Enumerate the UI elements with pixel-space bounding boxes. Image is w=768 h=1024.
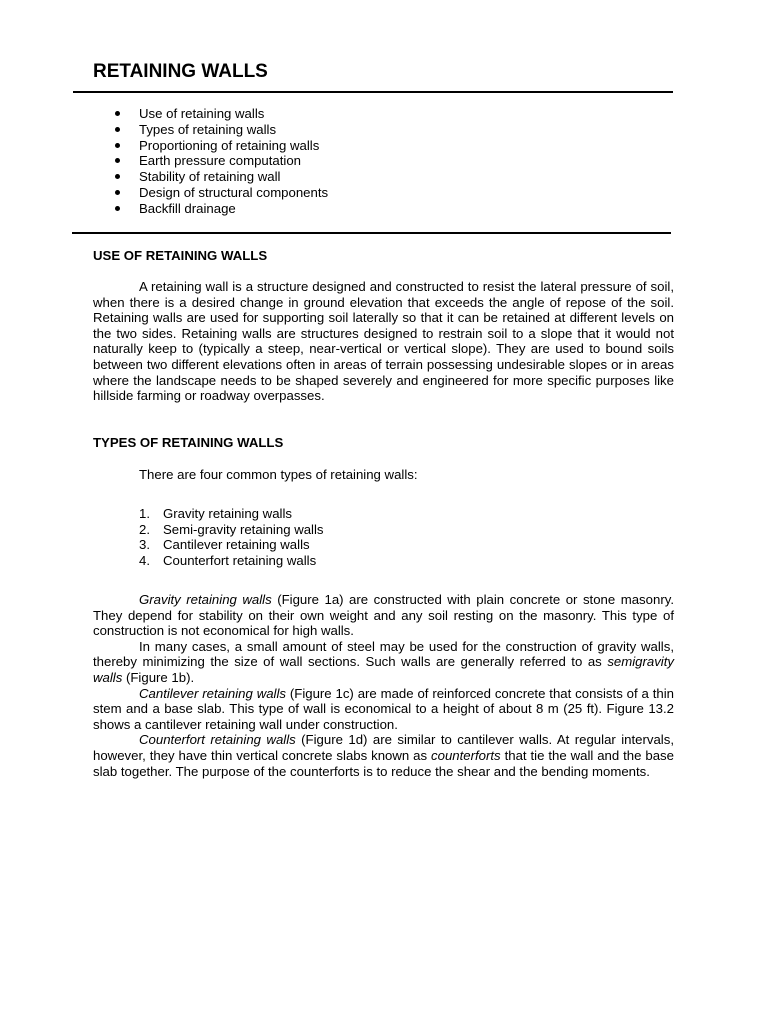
types-list-item (139, 506, 324, 522)
list-text: Cantilever retaining walls (163, 537, 310, 553)
term-counterforts: counterforts (431, 747, 501, 763)
types-list-item (139, 553, 324, 569)
types-description (93, 592, 674, 779)
types-intro: There are four common types of retaining walls: (139, 467, 418, 482)
outline-item: Proportioning of retaining walls (113, 138, 328, 154)
term-counterfort: Counterfort retaining walls (139, 732, 296, 748)
cantilever-paragraph (93, 686, 674, 733)
outline-item: Types of retaining walls (113, 122, 328, 138)
term-semigravity: semigravity walls (93, 654, 674, 685)
list-number: 3. (139, 537, 150, 553)
term-cantilever: Cantilever retaining walls (139, 685, 286, 701)
semigravity-paragraph (93, 639, 674, 686)
gravity-text: (Figure 1a) are constructed with plain concrete or stone masonry. They depend for stability on their own weight and any soil resting on the masonry. This type of construction is not economical for high walls. (93, 592, 674, 639)
list-text: Gravity retaining walls (163, 506, 292, 521)
outline-item: Use of retaining walls (113, 106, 328, 122)
types-list (139, 506, 324, 568)
outline-item: Stability of retaining wall (113, 169, 328, 185)
list-number: 1. (139, 506, 150, 521)
cantilever-text: (Figure 1c) are made of reinforced concrete that consists of a thin stem and a base slab. This type of wall is economical to a height of about 8 m (25 ft). Figure 13.2 shows a cantilever retaining wall under construction. (93, 685, 674, 732)
title-divider (73, 91, 673, 93)
section-heading-types: TYPES OF RETAINING WALLS (93, 435, 284, 450)
counterfort-text-before: (Figure 1d) are similar to cantilever walls. At regular intervals, however, they have thin vertical concrete slabs known as (93, 732, 674, 763)
list-text: Counterfort retaining walls (163, 552, 317, 568)
section-heading-use: USE OF RETAINING WALLS (93, 248, 268, 263)
page-title: RETAINING WALLS (93, 61, 268, 82)
gravity-paragraph (93, 592, 674, 639)
outline-divider (72, 232, 671, 234)
counterfort-text-after: that tie the wall and the base slab together. The purpose of the counterforts is to reduce the shear and the bending moments. (93, 747, 674, 779)
semigravity-text-before: In many cases, a small amount of steel may be used for the construction of gravity walls, thereby minimizing the size of wall sections. Such walls are generally referred to as (93, 638, 674, 670)
outline-item: Earth pressure computation (113, 153, 328, 169)
list-number: 2. (139, 521, 150, 537)
counterfort-paragraph (93, 732, 674, 779)
types-list-item (139, 537, 324, 553)
outline-list (113, 106, 328, 217)
list-text: Semi-gravity retaining walls (163, 521, 324, 537)
semigravity-text-after: (Figure 1b). (122, 669, 195, 685)
outline-item: Design of structural components (113, 185, 328, 201)
outline-item: Backfill drainage (113, 201, 328, 217)
types-list-item (139, 522, 324, 538)
use-paragraph: A retaining wall is a structure designed and constructed to resist the lateral pressure of soil, when there is a desired change in ground elevation that exceeds the angle of repose of the soil. Retaining walls are used for supporting soil laterally so that it can be retained at different levels on the two sides. Retaining walls are structures designed to restrain soil to a slope that it would not naturally keep to (typically a steep, near-vertical or vertical slope). They are used to bound soils between two different elevations often in areas of terrain possessing undesirable slopes or in areas where the landscape needs to be shaped severely and engineered for more specific purposes like hillside farming or roadway overpasses. (93, 279, 674, 404)
list-number: 4. (139, 552, 150, 568)
term-gravity: Gravity retaining walls (139, 592, 272, 607)
